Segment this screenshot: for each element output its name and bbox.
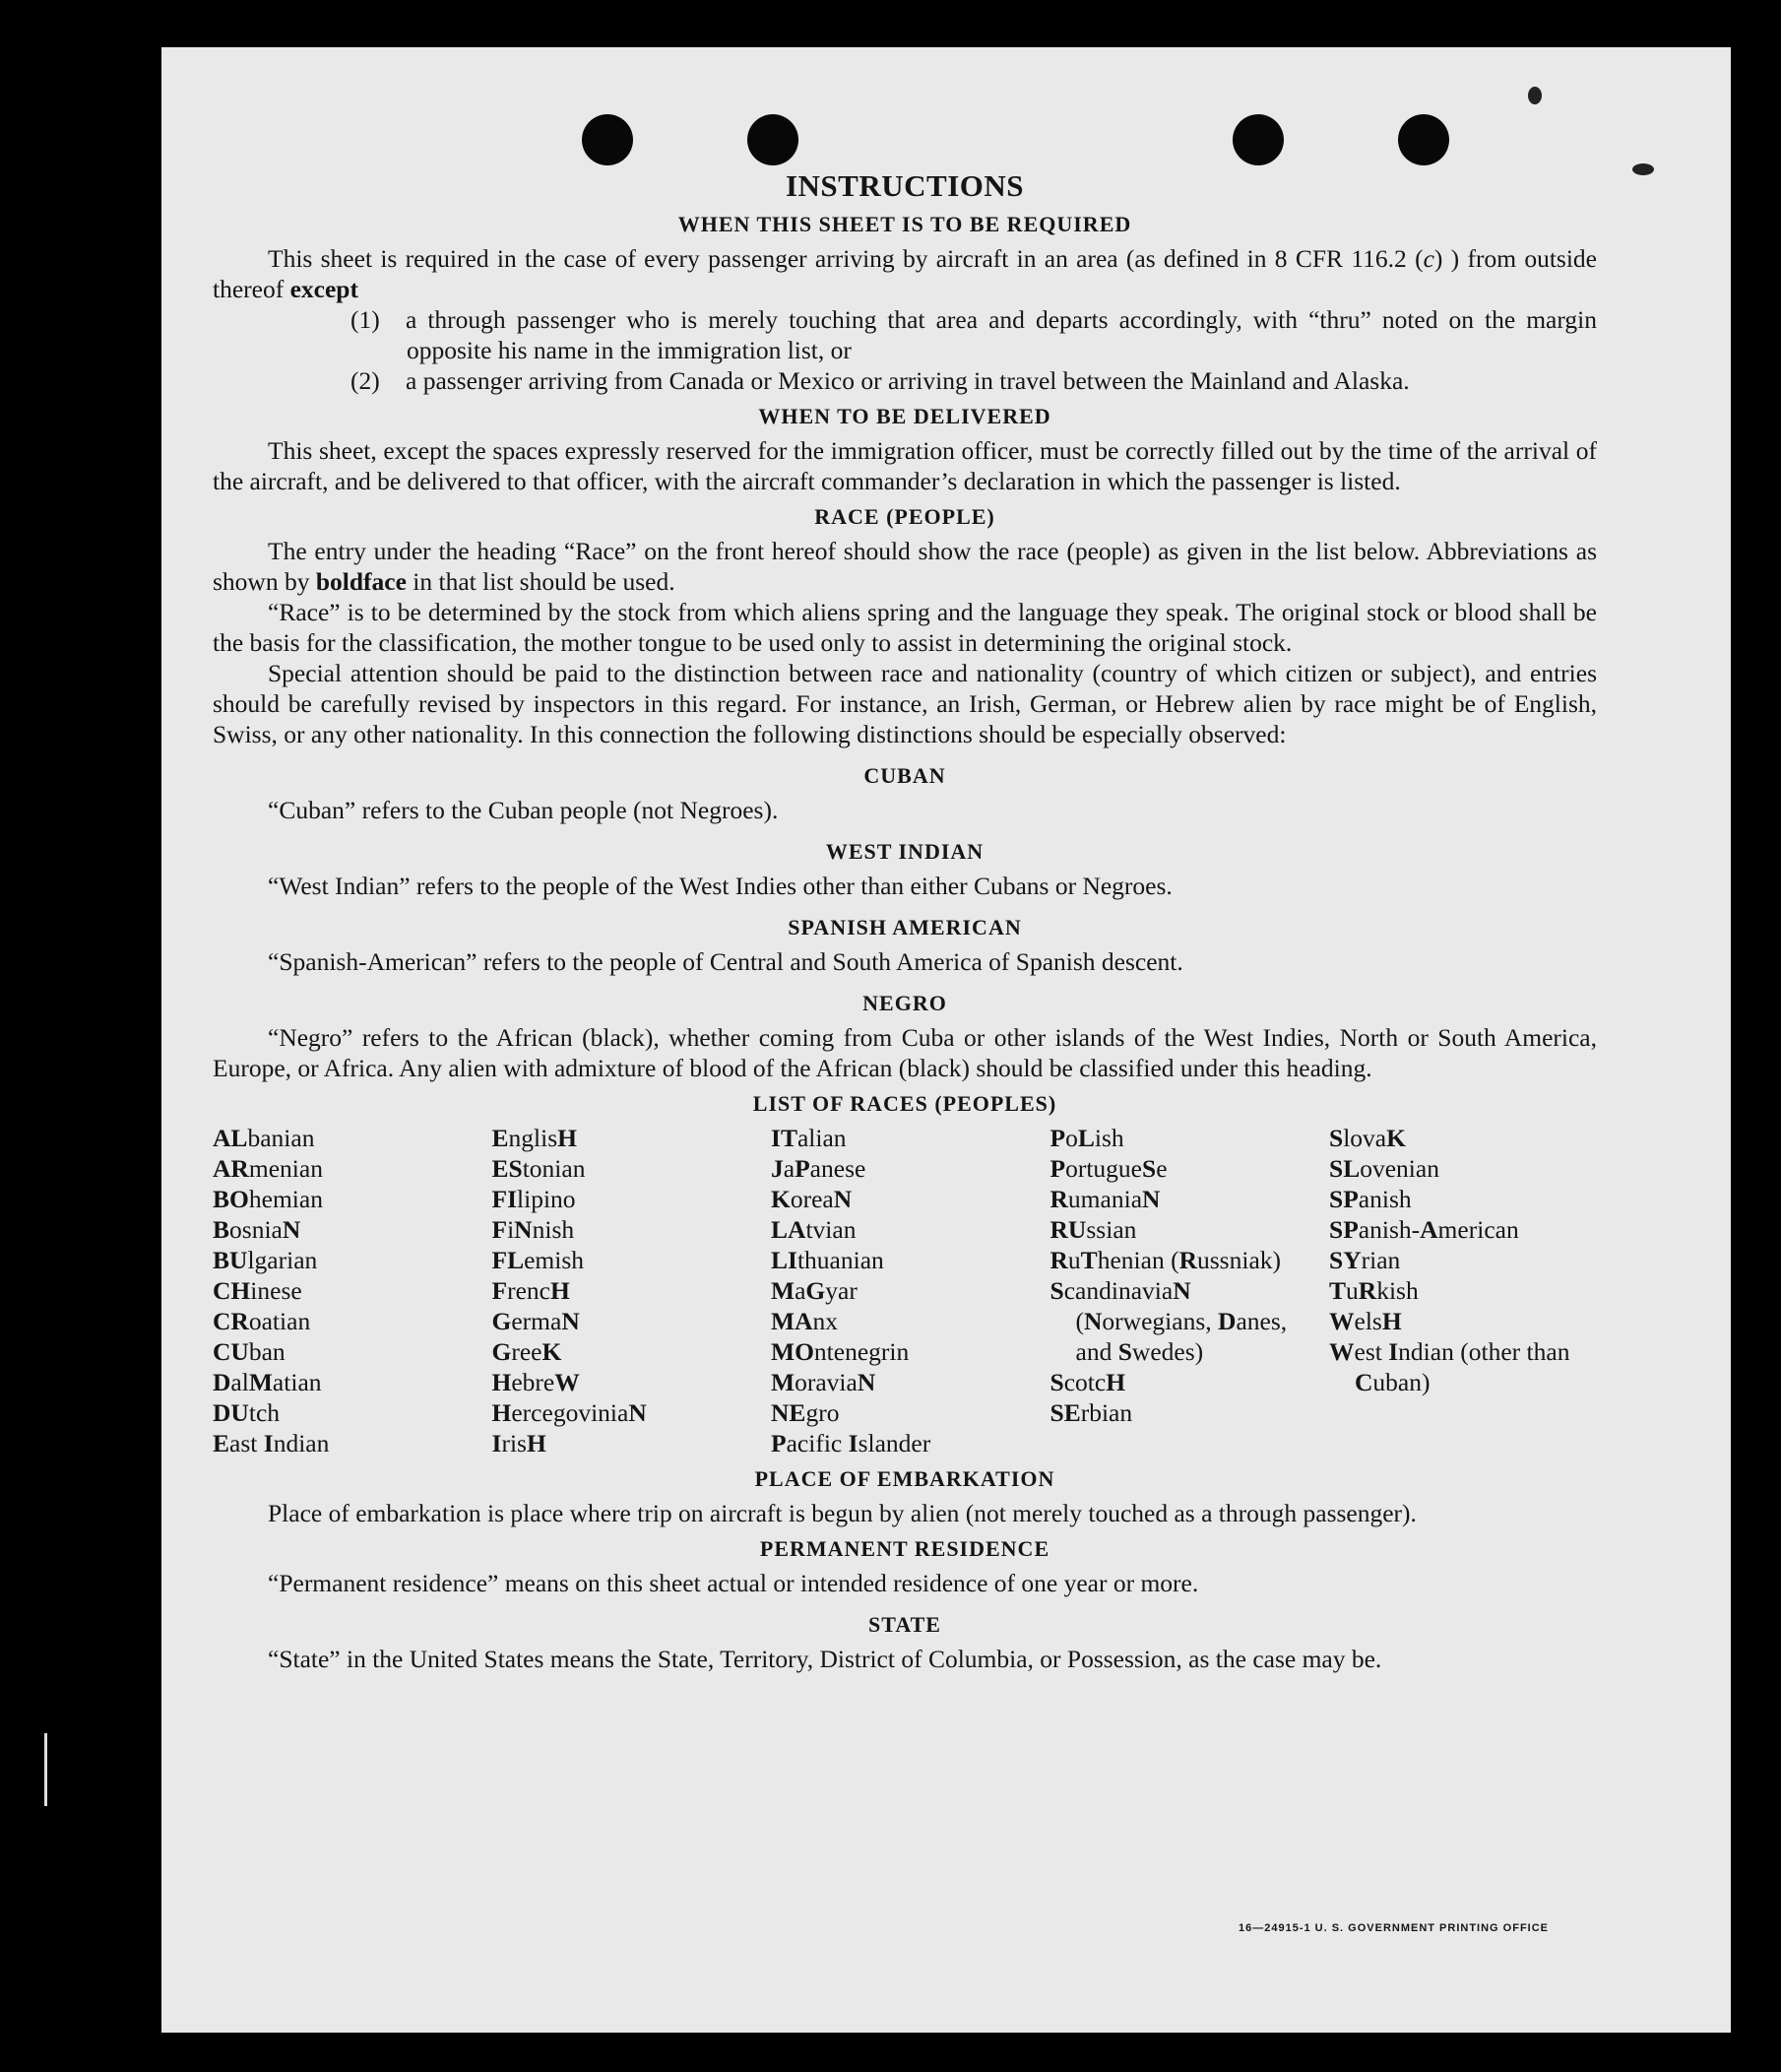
race-entry: RUssian [1050, 1215, 1137, 1244]
race-entry: SPanish [1329, 1185, 1412, 1213]
race-entry: JaPanese [771, 1154, 866, 1183]
paragraph: “Spanish-American” refers to the people of Central and South America of Spanish descent. [268, 947, 1183, 976]
section-heading: WEST INDIAN [825, 839, 985, 864]
race-entry: SPanish-American [1329, 1215, 1519, 1244]
paragraph: The entry under the heading “Race” on the front hereof should show the race (people) as given in the list below. Abbreviations as shown by boldface in that list should be used. [213, 537, 1597, 596]
list-item: (1) a through passenger who is merely touching that area and departs accordingly, with “thru” noted on the margin opposite his name in the immigration list, or [350, 305, 1597, 364]
race-entry: LIthuanian [771, 1246, 884, 1274]
race-entry: West Indian (other than Cuban) [1329, 1337, 1570, 1396]
race-list [213, 1123, 1597, 1458]
punch-hole [1233, 114, 1284, 165]
race-entry: BUlgarian [213, 1246, 318, 1274]
page-title: INSTRUCTIONS [785, 168, 1024, 203]
punch-hole [582, 114, 633, 165]
race-entry: SYrian [1329, 1246, 1401, 1274]
race-entry: FIlipino [491, 1185, 576, 1213]
race-entry: FiNnish [491, 1215, 575, 1244]
document-sheet [161, 47, 1731, 2033]
race-entry: HebreW [491, 1368, 580, 1396]
exception-list [213, 304, 1597, 396]
paragraph: Place of embarkation is place where trip on aircraft is begun by alien (not merely touched as a through passenger). [268, 1499, 1417, 1527]
race-entry: EStonian [491, 1154, 586, 1183]
race-entry: PoLish [1050, 1124, 1124, 1152]
race-entry: ScandinaviaN (Norwegians, Danes, and Swedes) [1050, 1276, 1288, 1366]
paragraph: “Permanent residence” means on this sheet actual or intended residence of one year or more. [268, 1569, 1199, 1597]
race-entry: LAtvian [771, 1215, 857, 1244]
race-entry: MAnx [771, 1307, 838, 1335]
paragraph: “Cuban” refers to the Cuban people (not Negroes). [268, 796, 779, 824]
ink-speck [1528, 87, 1542, 104]
section-heading: WHEN THIS SHEET IS TO BE REQUIRED [677, 212, 1132, 236]
printing-office-code: 16—24915-1 U. S. GOVERNMENT PRINTING OFFICE [1239, 1922, 1550, 1934]
section-heading: CUBAN [863, 763, 946, 788]
race-entry: HercegoviniaN [491, 1398, 647, 1427]
race-entry: BOhemian [213, 1185, 323, 1213]
section-heading: NEGRO [862, 991, 947, 1015]
race-entry: ALbanian [213, 1124, 315, 1152]
race-column [213, 1123, 480, 1458]
race-column [771, 1123, 1039, 1458]
section-heading: PERMANENT RESIDENCE [759, 1536, 1050, 1561]
race-entry: Pacific Islander [771, 1429, 931, 1457]
race-entry: WelsH [1329, 1307, 1402, 1335]
race-entry: East Indian [213, 1429, 330, 1457]
section-heading: RACE (PEOPLE) [814, 504, 995, 529]
race-entry: IrisH [491, 1429, 546, 1457]
paragraph: “West Indian” refers to the people of the West Indies other than either Cubans or Negroes. [268, 872, 1173, 900]
race-entry: EnglisH [491, 1124, 577, 1152]
race-entry: ITalian [771, 1124, 847, 1152]
section-heading: STATE [868, 1612, 941, 1637]
race-column [492, 1123, 760, 1458]
race-entry: TuRkish [1329, 1276, 1419, 1305]
instructions-content [213, 168, 1597, 1674]
section-heading: SPANISH AMERICAN [788, 915, 1022, 939]
paragraph: “Race” is to be determined by the stock from which aliens spring and the language they speak. The original stock or blood shall be the basis for the classification, the mother tongue to be used only to assist in determining the original stock. [213, 598, 1597, 657]
ink-speck [1632, 163, 1654, 175]
race-entry: GermaN [491, 1307, 580, 1335]
paragraph: “Negro” refers to the African (black), whether coming from Cuba or other islands of the West Indies, North or South America, Europe, or Africa. Any alien with admixture of blood of the African (black) should be classified under this heading. [213, 1023, 1597, 1082]
race-entry: SlovaK [1329, 1124, 1406, 1152]
race-entry: GreeK [491, 1337, 562, 1366]
section-heading: WHEN TO BE DELIVERED [758, 404, 1051, 428]
punch-hole [1398, 114, 1449, 165]
punch-hole [747, 114, 798, 165]
race-entry: MOntenegrin [771, 1337, 910, 1366]
race-column [1329, 1123, 1597, 1458]
paragraph: Special attention should be paid to the distinction between race and nationality (country of which citizen or subject), and entries should be carefully revised by inspectors in this regard. For instance, an Irish, German, or Hebrew alien by race might be of English, Swiss, or any other nationality. In this connection the following distinctions should be especially observed: [213, 659, 1597, 748]
race-entry: SErbian [1050, 1398, 1133, 1427]
race-entry: KoreaN [771, 1185, 853, 1213]
race-entry: ARmenian [213, 1154, 323, 1183]
paragraph: This sheet, except the spaces expressly reserved for the immigration officer, must be correctly filled out by the time of the arrival of the aircraft, and be delivered to that officer, with the aircraft commander’s declaration in which the passenger is listed. [213, 436, 1597, 495]
race-entry: MoraviaN [771, 1368, 876, 1396]
race-entry: CHinese [213, 1276, 302, 1305]
race-entry: RumaniaN [1050, 1185, 1161, 1213]
race-entry: FrencH [491, 1276, 570, 1305]
scan-artifact [44, 1733, 47, 1806]
race-entry: BosniaN [213, 1215, 301, 1244]
list-item: (2) a passenger arriving from Canada or Mexico or arriving in travel between the Mainland and Alaska. [350, 366, 1410, 395]
race-entry: ScotcH [1050, 1368, 1126, 1396]
section-heading: PLACE OF EMBARKATION [754, 1466, 1055, 1491]
race-entry: RuThenian (Russniak) [1050, 1246, 1282, 1274]
race-entry: DalMatian [213, 1368, 322, 1396]
race-entry: DUtch [213, 1398, 281, 1427]
race-column [1050, 1123, 1318, 1458]
race-entry: PortugueSe [1050, 1154, 1168, 1183]
race-entry: NEgro [771, 1398, 840, 1427]
race-entry: MaGyar [771, 1276, 858, 1305]
race-entry: CUban [213, 1337, 286, 1366]
race-entry: SLovenian [1329, 1154, 1439, 1183]
paragraph: This sheet is required in the case of every passenger arriving by aircraft in an area (as defined in 8 CFR 116.2 (c) ) from outside thereof except [213, 244, 1597, 303]
race-entry: FLemish [491, 1246, 585, 1274]
race-entry: CRoatian [213, 1307, 311, 1335]
paragraph: “State” in the United States means the State, Territory, District of Columbia, or Possession, as the case may be. [268, 1645, 1382, 1673]
section-heading: LIST OF RACES (PEOPLES) [752, 1091, 1057, 1116]
